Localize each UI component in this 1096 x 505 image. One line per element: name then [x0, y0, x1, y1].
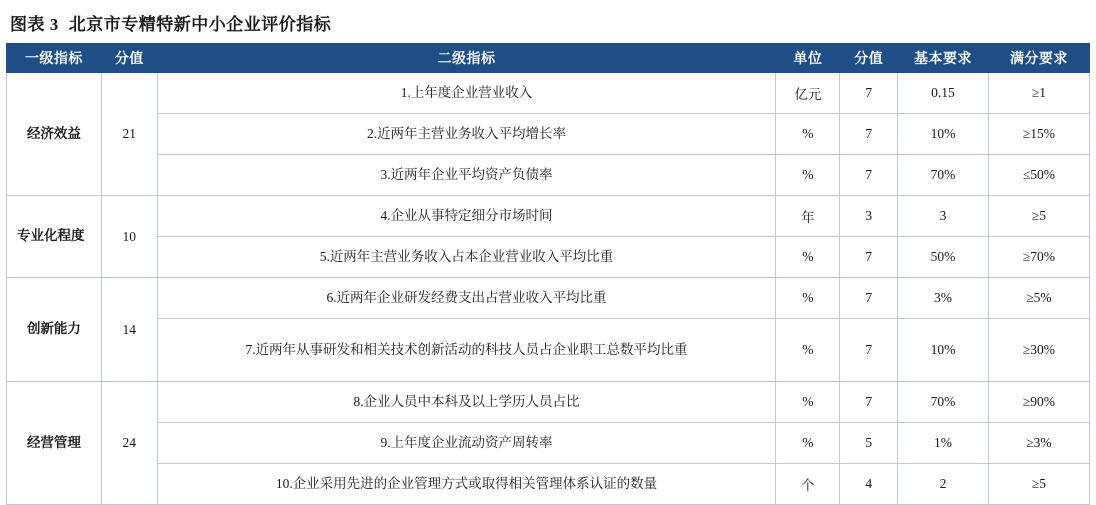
table-header: [7, 44, 1090, 73]
table-row: [7, 382, 1090, 423]
indicator-cell: 5.近两年主营业务收入占本企业营业收入平均比重: [157, 237, 776, 278]
points-cell: 7: [840, 382, 898, 423]
basic-requirement-cell: 3%: [898, 278, 989, 319]
evaluation-metrics-table: [6, 43, 1090, 505]
table-row: [7, 196, 1090, 237]
table-row: [7, 73, 1090, 114]
points-cell: 4: [840, 464, 898, 505]
column-header-primary-score: 分值: [101, 44, 157, 73]
full-requirement-cell: ≥1: [988, 73, 1089, 114]
points-cell: 7: [840, 319, 898, 382]
full-requirement-cell: ≥3%: [988, 423, 1089, 464]
basic-requirement-cell: 0.15: [898, 73, 989, 114]
unit-cell: %: [776, 319, 840, 382]
indicator-cell: 1.上年度企业营业收入: [157, 73, 776, 114]
table-row: [7, 155, 1090, 196]
table-header-row: [7, 44, 1090, 73]
category-score-cell: 24: [101, 382, 157, 505]
unit-cell: 亿元: [776, 73, 840, 114]
points-cell: 7: [840, 237, 898, 278]
basic-requirement-cell: 10%: [898, 319, 989, 382]
basic-requirement-cell: 10%: [898, 114, 989, 155]
category-cell: 创新能力: [7, 278, 102, 382]
basic-requirement-cell: 50%: [898, 237, 989, 278]
category-cell: 经营管理: [7, 382, 102, 505]
basic-requirement-cell: 70%: [898, 155, 989, 196]
column-header-primary-indicator: 一级指标: [7, 44, 102, 73]
basic-requirement-cell: 2: [898, 464, 989, 505]
column-header-score: 分值: [840, 44, 898, 73]
unit-cell: 年: [776, 196, 840, 237]
basic-requirement-cell: 70%: [898, 382, 989, 423]
indicator-cell: 7.近两年从事研发和相关技术创新活动的科技人员占企业职工总数平均比重: [157, 319, 776, 382]
unit-cell: %: [776, 278, 840, 319]
table-row: [7, 319, 1090, 382]
full-requirement-cell: ≥5%: [988, 278, 1089, 319]
points-cell: 5: [840, 423, 898, 464]
points-cell: 7: [840, 155, 898, 196]
full-requirement-cell: ≥70%: [988, 237, 1089, 278]
basic-requirement-cell: 1%: [898, 423, 989, 464]
indicator-cell: 6.近两年企业研发经费支出占营业收入平均比重: [157, 278, 776, 319]
full-requirement-cell: ≥5: [988, 196, 1089, 237]
column-header-secondary-indicator: 二级指标: [157, 44, 776, 73]
full-requirement-cell: ≤50%: [988, 155, 1089, 196]
indicator-cell: 9.上年度企业流动资产周转率: [157, 423, 776, 464]
indicator-cell: 2.近两年主营业务收入平均增长率: [157, 114, 776, 155]
unit-cell: %: [776, 155, 840, 196]
unit-cell: 个: [776, 464, 840, 505]
points-cell: 3: [840, 196, 898, 237]
table-row: [7, 237, 1090, 278]
indicator-cell: 3.近两年企业平均资产负债率: [157, 155, 776, 196]
column-header-unit: 单位: [776, 44, 840, 73]
column-header-full-requirement: 满分要求: [988, 44, 1089, 73]
indicator-cell: 8.企业人员中本科及以上学历人员占比: [157, 382, 776, 423]
table-row: [7, 423, 1090, 464]
table-row: [7, 114, 1090, 155]
points-cell: 7: [840, 114, 898, 155]
points-cell: 7: [840, 278, 898, 319]
category-cell: 专业化程度: [7, 196, 102, 278]
figure-caption-number: 图表 3: [10, 15, 59, 34]
unit-cell: %: [776, 382, 840, 423]
unit-cell: %: [776, 237, 840, 278]
category-score-cell: 14: [101, 278, 157, 382]
category-cell: 经济效益: [7, 73, 102, 196]
figure-caption: [6, 8, 1090, 43]
full-requirement-cell: ≥15%: [988, 114, 1089, 155]
column-header-basic-requirement: 基本要求: [898, 44, 989, 73]
unit-cell: %: [776, 114, 840, 155]
points-cell: 7: [840, 73, 898, 114]
full-requirement-cell: ≥5: [988, 464, 1089, 505]
category-score-cell: 10: [101, 196, 157, 278]
figure-caption-title: 北京市专精特新中小企业评价指标: [68, 15, 332, 34]
indicator-cell: 4.企业从事特定细分市场时间: [157, 196, 776, 237]
full-requirement-cell: ≥30%: [988, 319, 1089, 382]
unit-cell: %: [776, 423, 840, 464]
table-body: [7, 73, 1090, 505]
basic-requirement-cell: 3: [898, 196, 989, 237]
category-score-cell: 21: [101, 73, 157, 196]
indicator-cell: 10.企业采用先进的企业管理方式或取得相关管理体系认证的数量: [157, 464, 776, 505]
table-row: [7, 278, 1090, 319]
full-requirement-cell: ≥90%: [988, 382, 1089, 423]
